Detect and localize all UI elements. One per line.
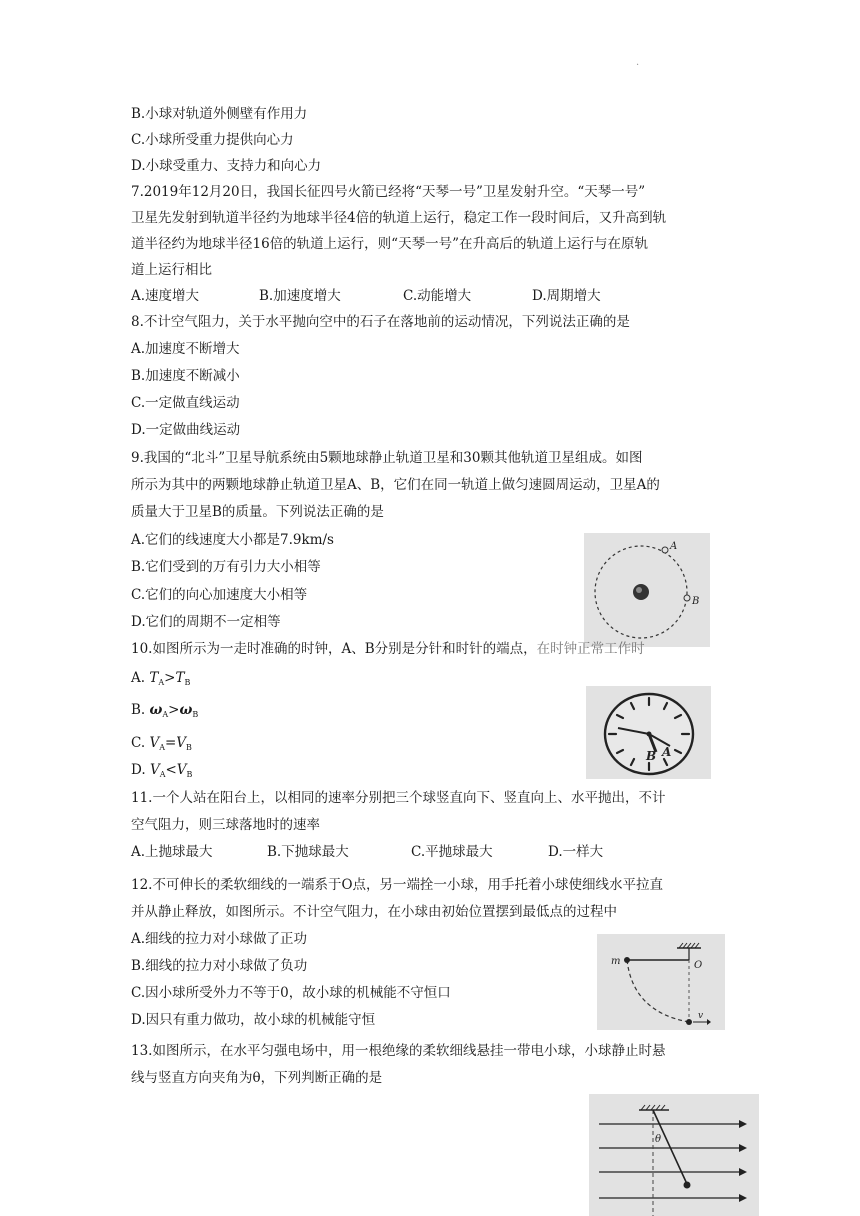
q12-fig-label-m: m <box>611 956 621 967</box>
q8-option-d: D.一定做曲线运动 <box>131 422 241 438</box>
q9-option-c: C.它们的向心加速度大小相等 <box>131 587 308 603</box>
q9-fig-label-a: A <box>670 541 678 552</box>
q9-satellite-orbit-figure <box>584 533 710 647</box>
q10-option-d: D. $V_A<V_B$ <box>131 762 193 779</box>
q10-fig-label-a: A <box>662 745 672 759</box>
header-dot: · <box>636 60 640 71</box>
q7-stem-line-3: 道半径约为地球半径16倍的轨道上运行，则“天琴一号”在升高后的轨道上运行与在原轨 <box>131 236 648 252</box>
q10-clock-figure <box>586 686 711 779</box>
q13-fig-label-theta: θ <box>655 1134 662 1145</box>
q11-stem-line-2: 空气阻力，则三球落地时的速率 <box>131 817 320 833</box>
q11-option-d: D.一样大 <box>548 844 604 860</box>
q7-stem-line-2: 卫星先发射到轨道半径约为地球半径4倍的轨道上运行，稳定工作一段时间后，又升高到轨 <box>131 210 667 226</box>
q10-stem <box>131 640 645 658</box>
q10-option-a: A. $T_A>T_B$ <box>131 670 191 687</box>
q13-stem-line-2: 线与竖直方向夹角为θ，下列判断正确的是 <box>131 1070 383 1086</box>
q11-option-b: B.下抛球最大 <box>267 844 349 860</box>
q9-option-a: A.它们的线速度大小都是7.9km/s <box>131 532 334 548</box>
q10-fig-label-b: B <box>646 749 657 763</box>
q7-option-c: C.动能增大 <box>403 288 472 304</box>
q12-pendulum-figure <box>597 934 725 1030</box>
q11-stem-line-1: 11.一个人站在阳台上，以相同的速率分别把三个球竖直向下、竖直向上、水平抛出，不计 <box>131 790 666 806</box>
q9-stem-line-1: 9.我国的“北斗”卫星导航系统由5颗地球静止轨道卫星和30颗其他轨道卫星组成。如图 <box>131 450 643 466</box>
q7-option-a: A.速度增大 <box>131 288 200 304</box>
q12-stem-line-1: 12.不可伸长的柔软细线的一端系于O点，另一端拴一小球，用手托着小球使细线水平拉直 <box>131 877 664 893</box>
q8-stem: 8.不计空气阻力，关于水平抛向空中的石子在落地前的运动情况，下列说法正确的是 <box>131 314 630 330</box>
q10-stem-tail: 在时钟正常工作时 <box>536 641 645 657</box>
q10-stem-text: 10.如图所示为一走时准确的时钟，A、B分别是分针和时针的端点， <box>131 641 537 657</box>
q11-option-a: A.上抛球最大 <box>131 844 213 860</box>
q6-option-b: B.小球对轨道外侧壁有作用力 <box>131 106 308 122</box>
q9-stem-line-3: 质量大于卫星B的质量。下列说法正确的是 <box>131 504 384 520</box>
q7-option-b: B.加速度增大 <box>259 288 341 304</box>
q8-option-b: B.加速度不断减小 <box>131 368 240 384</box>
q8-option-c: C.一定做直线运动 <box>131 395 240 411</box>
q10-option-b: B. $\omega_A>\omega_B$ <box>131 702 199 719</box>
q12-stem-line-2: 并从静止释放，如图所示。不计空气阻力，在小球由初始位置摆到最低点的过程中 <box>131 904 617 920</box>
q7-options <box>131 287 601 305</box>
q7-stem-line-1: 7.2019年12月20日，我国长征四号火箭已经将“天琴一号”卫星发射升空。“天琴一号” <box>131 184 646 200</box>
q6-option-c: C.小球所受重力提供向心力 <box>131 132 294 148</box>
q7-option-d: D.周期增大 <box>532 288 601 304</box>
q12-option-c: C.因小球所受外力不等于0，故小球的机械能不守恒口 <box>131 985 451 1001</box>
q9-option-b: B.它们受到的万有引力大小相等 <box>131 559 321 575</box>
q9-option-d: D.它们的周期不一定相等 <box>131 614 281 630</box>
q10-option-c: C. $V_A=V_B$ <box>131 735 192 752</box>
q6-option-d: D.小球受重力、支持力和向心力 <box>131 158 322 174</box>
q12-fig-label-v: v <box>698 1011 704 1021</box>
q8-option-a: A.加速度不断增大 <box>131 341 240 357</box>
q12-option-a: A.细线的拉力对小球做了正功 <box>131 931 308 947</box>
q11-option-c: C.平抛球最大 <box>411 844 493 860</box>
q12-fig-label-o: O <box>694 960 703 971</box>
q12-option-d: D.因只有重力做功，故小球的机械能守恒 <box>131 1012 376 1028</box>
q9-fig-label-b: B <box>692 596 700 607</box>
q13-stem-line-1: 13.如图所示，在水平匀强电场中，用一根绝缘的柔软细线悬挂一带电小球，小球静止时悬 <box>131 1043 666 1059</box>
q11-options <box>131 843 603 861</box>
q7-stem-line-4: 道上运行相比 <box>131 262 212 278</box>
q9-stem-line-2: 所示为其中的两颗地球静止轨道卫星A、B，它们在同一轨道上做匀速圆周运动，卫星A的 <box>131 477 660 493</box>
q12-option-b: B.细线的拉力对小球做了负功 <box>131 958 308 974</box>
q13-electric-field-figure <box>589 1094 759 1216</box>
